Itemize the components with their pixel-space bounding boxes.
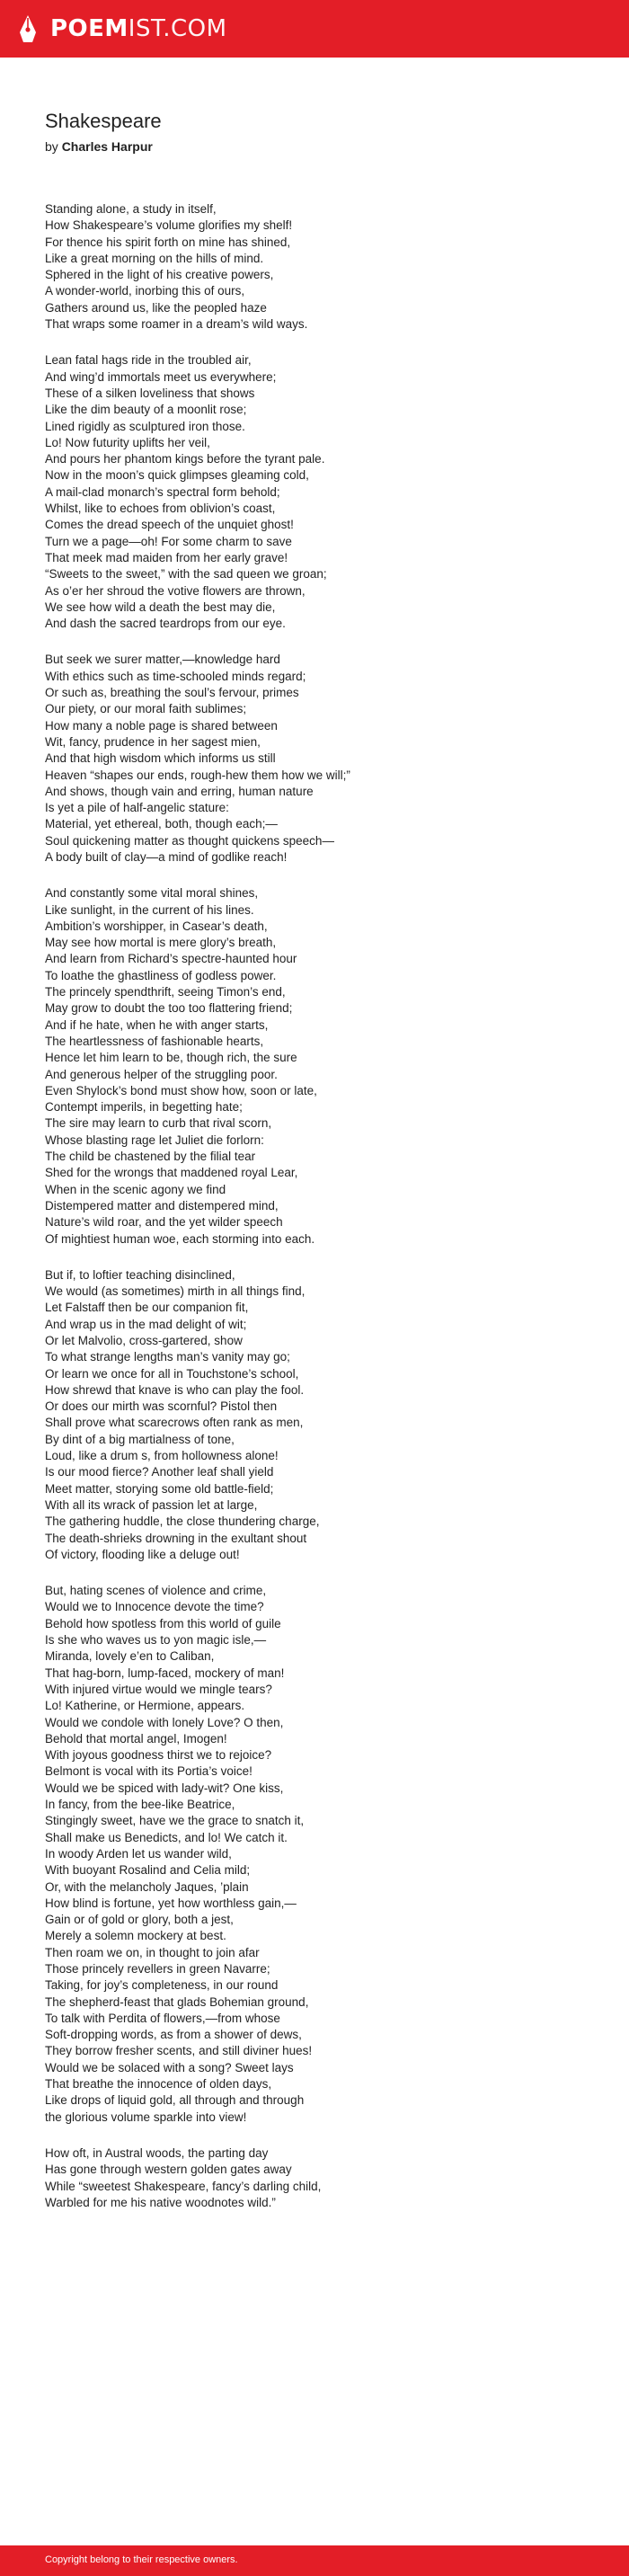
poem-line: The shepherd-feast that glads Bohemian ground, [45,1994,309,2009]
poem-line: Is our mood fierce? Another leaf shall yield [45,1465,274,1479]
stanza [45,1583,584,2126]
poem-line: Then roam we on, in thought to join afar [45,1945,260,1959]
poem-line: Lo! Katherine, or Hermione, appears. [45,1699,245,1713]
poem-line: Behold how spotless from this world of guile [45,1616,281,1630]
poem-line: The death-shrieks drowning in the exultant shout [45,1531,307,1545]
poem-line: To talk with Perdita of flowers,—from whose [45,2011,280,2025]
poem-line: Distempered matter and distempered mind, [45,1198,279,1212]
poem-line: The sire may learn to curb that rival scorn, [45,1116,272,1131]
poem-line: Or such as, breathing the soul’s fervour, primes [45,686,299,700]
poem-line: Material, yet ethereal, both, though each;— [45,817,278,831]
poem-line: Or does our mirth was scornful? Pistol then [45,1399,278,1414]
poem-line: With ethics such as time-schooled minds regard; [45,669,306,683]
poem-line: Contempt imperils, in begetting hate; [45,1100,243,1115]
site-header [0,0,629,58]
poem-line: Like a great morning on the hills of mind. [45,251,264,265]
poem-line: Lined rigidly as sculptured iron those. [45,419,245,433]
poem-line: With buoyant Rosalind and Celia mild; [45,1863,251,1878]
poem-line: Meet matter, storying some old battle-field; [45,1481,274,1496]
logo-light-part: IST.COM [128,15,227,42]
poem-line: That wraps some roamer in a dream’s wild ways. [45,317,308,332]
byline [45,138,584,155]
poem-line: Shall make us Benedicts, and lo! We catch it. [45,1830,288,1844]
poem-line: Turn we a page—oh! For some charm to save [45,534,292,548]
poem-line: Wit, fancy, prudence in her sagest mien, [45,734,261,749]
poem-line: How shrewd that knave is who can play the fool. [45,1382,305,1397]
poem-line: And wrap us in the mad delight of wit; [45,1317,247,1331]
poem-line: May grow to doubt the too too flattering friend; [45,1001,293,1016]
poem-line: While “sweetest Shakespeare, fancy’s darling child, [45,2179,322,2193]
poem-line: Gain or of gold or glory, both a jest, [45,1913,234,1927]
poem-line: We would (as sometimes) mirth in all things find, [45,1284,306,1299]
poem-line: Those princely revellers in green Navarre; [45,1961,270,1976]
stanza [45,201,584,333]
poem-line: In fancy, from the bee-like Beatrice, [45,1798,235,1812]
poem-line: And dash the sacred teardrops from our eye. [45,617,286,631]
poem-line: Sphered in the light of his creative powers, [45,268,274,282]
poem-line: How Shakespeare’s volume glorifies my shelf! [45,218,293,233]
poem-line: Now in the moon’s quick glimpses gleaming cold, [45,468,309,483]
poem-line: With injured virtue would we mingle tears? [45,1682,272,1696]
stanza [45,652,584,866]
poem-line: Gathers around us, like the peopled haze [45,300,267,315]
poem-line: A wonder-world, inorbing this of ours, [45,284,245,298]
poem-line: And pours her phantom kings before the tyrant pale. [45,452,325,466]
poem-line: And generous helper of the struggling poor. [45,1067,278,1081]
poem-line: And wing’d immortals meet us everywhere; [45,369,277,384]
poem-line: Standing alone, a study in itself, [45,202,217,216]
poem-line: How blind is fortune, yet how worthless gain,— [45,1896,297,1910]
poem-line: And learn from Richard’s spectre-haunted hour [45,952,297,966]
poem-line: Even Shylock’s bond must show how, soon or late, [45,1083,317,1097]
poem-line: Nature’s wild roar, and the yet wilder speech [45,1215,283,1230]
by-label: by [45,139,58,154]
poem-line: Loud, like a drum s, from hollowness alone! [45,1449,279,1463]
poem-line: We see how wild a death the best may die, [45,600,276,614]
poem-line: Miranda, lovely e’en to Caliban, [45,1649,215,1664]
poem-line: the glorious volume sparkle into view! [45,2110,247,2124]
poem-line: Let Falstaff then be our companion fit, [45,1301,249,1315]
poem-line: And if he hate, when he with anger starts, [45,1017,269,1032]
poem-line: As o’er her shroud the votive flowers are thrown, [45,583,306,598]
poem-line: Shed for the wrongs that maddened royal Lear, [45,1166,298,1180]
poem-line: Like sunlight, in the current of his lines. [45,902,254,917]
author-name: Charles Harpur [61,139,153,154]
poem-line: Soft-dropping words, as from a shower of dews, [45,2028,302,2042]
poem-line: Like drops of liquid gold, all through and through [45,2093,305,2108]
poem-line: Lo! Now futurity uplifts her veil, [45,435,210,449]
poem-line: That hag-born, lump-faced, mockery of man! [45,1666,285,1680]
poem-line: Of victory, flooding like a deluge out! [45,1547,240,1561]
poem-line: The heartlessness of fashionable hearts, [45,1034,264,1048]
poem-line: A body built of clay—a mind of godlike reach! [45,849,288,864]
poem-line: Is she who waves us to yon magic isle,— [45,1633,267,1648]
poem-line: With joyous goodness thirst we to rejoice? [45,1748,272,1763]
poem-line: And shows, though vain and erring, human nature [45,784,314,798]
poem-line: Would we to Innocence devote the time? [45,1600,264,1614]
poem-line: They borrow fresher scents, and still diviner hues! [45,2044,313,2058]
poem-line: Our piety, or our moral faith sublimes; [45,702,247,716]
site-footer [0,2545,629,2576]
poem-line: Or let Malvolio, cross-gartered, show [45,1334,243,1347]
poem-line: Would we be spiced with lady-wit? One kiss, [45,1781,284,1795]
poem-line: Would we condole with lonely Love? O then, [45,1715,284,1729]
poem-line: The princely spendthrift, seeing Timon’s end, [45,985,286,999]
poem-line: The child be chastened by the filial tear [45,1150,256,1164]
poem-line: May see how mortal is mere glory’s breath, [45,936,277,950]
site-logo-text [50,15,227,42]
poem-line: Heaven “shapes our ends, rough-hew them how we will;” [45,768,350,782]
poem-line: To what strange lengths man’s vanity may go; [45,1350,290,1364]
poem-line: Is yet a pile of half-angelic stature: [45,801,229,815]
poem-line: How many a noble page is shared between [45,718,278,733]
logo-bold-part: POEM [50,15,128,42]
poem-line: But seek we surer matter,—knowledge hard [45,653,280,667]
copyright-text: Copyright belong to their respective owners. [45,2554,238,2565]
poem-line: And that high wisdom which informs us still [45,751,276,766]
poem-line: Has gone through western golden gates away [45,2163,292,2177]
poem-line: “Sweets to the sweet,” with the sad queen we groan; [45,567,327,582]
poem-line: Comes the dread speech of the unquiet ghost! [45,518,294,532]
poem-line: When in the scenic agony we find [45,1182,226,1196]
poem-line: Of mightiest human woe, each storming into each. [45,1231,315,1246]
site-logo-link[interactable] [18,13,227,45]
poem-line: A mail-clad monarch’s spectral form behold; [45,484,280,499]
poem-line: Belmont is vocal with its Portia’s voice! [45,1764,252,1779]
poem-line: In woody Arden let us wander wild, [45,1846,232,1861]
poem-line: Ambition’s worshipper, in Casear’s death, [45,919,268,933]
poem-line: Behold that mortal angel, Imogen! [45,1731,227,1745]
stanza [45,885,584,1248]
stanza [45,352,584,632]
pen-nib-icon [18,14,38,43]
poem-line: The gathering huddle, the close thundering charge, [45,1515,320,1529]
poem-line: These of a silken loveliness that shows [45,386,255,400]
poem-line: But, hating scenes of violence and crime, [45,1584,267,1598]
poem-line: Whose blasting rage let Juliet die forlorn: [45,1133,264,1147]
poem-line: Warbled for me his native woodnotes wild.” [45,2195,276,2209]
poem-line: That meek mad maiden from her early grave! [45,550,288,564]
poem-line: To loathe the ghastliness of godless power. [45,968,277,982]
poem-line: Whilst, like to echoes from oblivion’s coast, [45,502,276,516]
poem-line: How oft, in Austral woods, the parting day [45,2145,269,2160]
poem-line: Merely a solemn mockery at best. [45,1929,226,1943]
poem-line: For thence his spirit forth on mine has shined, [45,235,291,249]
poem-line: Taking, for joy’s completeness, in our round [45,1978,279,1993]
poem-line: By dint of a big martialness of tone, [45,1432,235,1446]
poem-line: And constantly some vital moral shines, [45,886,259,901]
poem-line: Like the dim beauty of a moonlit rose; [45,403,247,417]
poem-line: Or, with the melancholy Jaques, ’plain [45,1879,249,1894]
poem-line: Lean fatal hags ride in the troubled air, [45,353,252,368]
stanza [45,2145,584,2211]
poem-line: That breathe the innocence of olden days, [45,2077,272,2092]
poem-line: Shall prove what scarecrows often rank as men, [45,1416,304,1430]
poem-line: Soul quickening matter as thought quickens speech— [45,833,334,848]
poem-content [0,58,584,2211]
poem-line: Or learn we once for all in Touchstone’s school, [45,1366,299,1381]
poem-line: But if, to loftier teaching disinclined, [45,1267,235,1282]
poem-line: Would we be solaced with a song? Sweet lays [45,2060,294,2074]
poem-line: Stingingly sweet, have we the grace to snatch it, [45,1814,305,1828]
poem-title: Shakespeare [45,110,162,132]
stanza [45,1267,584,1563]
poem-body [45,201,584,2211]
poem-line: With all its wrack of passion let at large, [45,1497,258,1512]
poem-line: Hence let him learn to be, though rich, the sure [45,1051,297,1065]
